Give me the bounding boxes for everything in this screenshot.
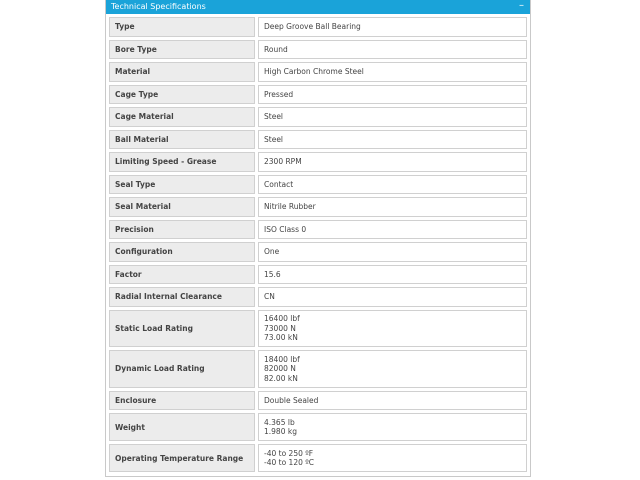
spec-value-line: Round <box>264 44 288 54</box>
spec-label: Material <box>109 62 255 82</box>
spec-value-line: 73000 N <box>264 323 296 333</box>
spec-row <box>109 130 527 150</box>
spec-value-line: 15.6 <box>264 269 281 279</box>
spec-row <box>109 265 527 285</box>
spec-value <box>258 265 527 285</box>
spec-value <box>258 287 527 307</box>
technical-specifications-panel <box>105 0 531 477</box>
spec-value <box>258 444 527 472</box>
spec-label: Limiting Speed - Grease <box>109 152 255 172</box>
spec-value <box>258 220 527 240</box>
spec-row <box>109 287 527 307</box>
spec-label: Enclosure <box>109 391 255 411</box>
spec-value-line: 73.00 kN <box>264 333 298 342</box>
spec-label: Bore Type <box>109 40 255 60</box>
panel-header[interactable] <box>106 0 530 14</box>
spec-value-line: One <box>264 247 280 256</box>
spec-value-line: ISO Class 0 <box>264 224 307 234</box>
spec-row <box>109 391 527 411</box>
collapse-icon[interactable]: – <box>519 0 524 11</box>
spec-row <box>109 310 527 348</box>
spec-value-line: High Carbon Chrome Steel <box>264 67 364 76</box>
spec-value <box>258 152 527 172</box>
spec-value-line: 1.980 kg <box>264 427 297 436</box>
spec-value-line: Contact <box>264 179 294 189</box>
spec-row <box>109 350 527 388</box>
panel-title: Technical Specifications <box>111 2 206 11</box>
spec-value <box>258 350 527 388</box>
spec-value <box>258 130 527 150</box>
spec-label: Operating Temperature Range <box>109 444 255 472</box>
spec-value-line: 18400 lbf <box>264 354 300 364</box>
spec-label: Ball Material <box>109 130 255 150</box>
spec-row <box>109 17 527 37</box>
spec-row <box>109 413 527 441</box>
spec-value-line: Steel <box>264 112 284 121</box>
spec-label: Static Load Rating <box>109 310 255 348</box>
specs-table <box>109 17 527 475</box>
spec-value-line: 4.365 lb <box>264 417 295 427</box>
spec-label: Dynamic Load Rating <box>109 350 255 388</box>
spec-value-line: -40 to 120 ºC <box>264 458 315 467</box>
spec-value-line: Pressed <box>264 89 294 99</box>
spec-label: Cage Type <box>109 85 255 105</box>
spec-label: Type <box>109 17 255 37</box>
spec-label: Configuration <box>109 242 255 262</box>
spec-row <box>109 40 527 60</box>
spec-value-line: Steel <box>264 134 284 144</box>
spec-label: Weight <box>109 413 255 441</box>
spec-value-line: Nitrile Rubber <box>264 202 316 211</box>
spec-row <box>109 152 527 172</box>
spec-value-line: CN <box>264 292 275 301</box>
spec-label: Factor <box>109 265 255 285</box>
spec-value <box>258 242 527 262</box>
spec-label: Cage Material <box>109 107 255 127</box>
spec-row <box>109 107 527 127</box>
spec-row <box>109 85 527 105</box>
spec-value <box>258 175 527 195</box>
spec-value <box>258 17 527 37</box>
spec-value <box>258 310 527 348</box>
spec-label: Seal Material <box>109 197 255 217</box>
spec-label: Radial Internal Clearance <box>109 287 255 307</box>
spec-row <box>109 197 527 217</box>
spec-value-line: Deep Groove Ball Bearing <box>264 22 361 31</box>
spec-value <box>258 62 527 82</box>
spec-row <box>109 62 527 82</box>
spec-value <box>258 40 527 60</box>
spec-label: Seal Type <box>109 175 255 195</box>
spec-value-line: 82.00 kN <box>264 373 298 383</box>
spec-row <box>109 242 527 262</box>
spec-value-line: 2300 RPM <box>264 157 302 166</box>
spec-row <box>109 220 527 240</box>
spec-value <box>258 197 527 217</box>
spec-label: Precision <box>109 220 255 240</box>
spec-row <box>109 175 527 195</box>
spec-value-line: 16400 lbf <box>264 314 300 323</box>
spec-row <box>109 444 527 472</box>
spec-value <box>258 107 527 127</box>
spec-value-line: -40 to 250 ºF <box>264 448 314 458</box>
spec-value-line: 82000 N <box>264 364 296 373</box>
spec-value <box>258 413 527 441</box>
spec-value <box>258 85 527 105</box>
spec-value <box>258 391 527 411</box>
spec-value-line: Double Sealed <box>264 395 319 405</box>
